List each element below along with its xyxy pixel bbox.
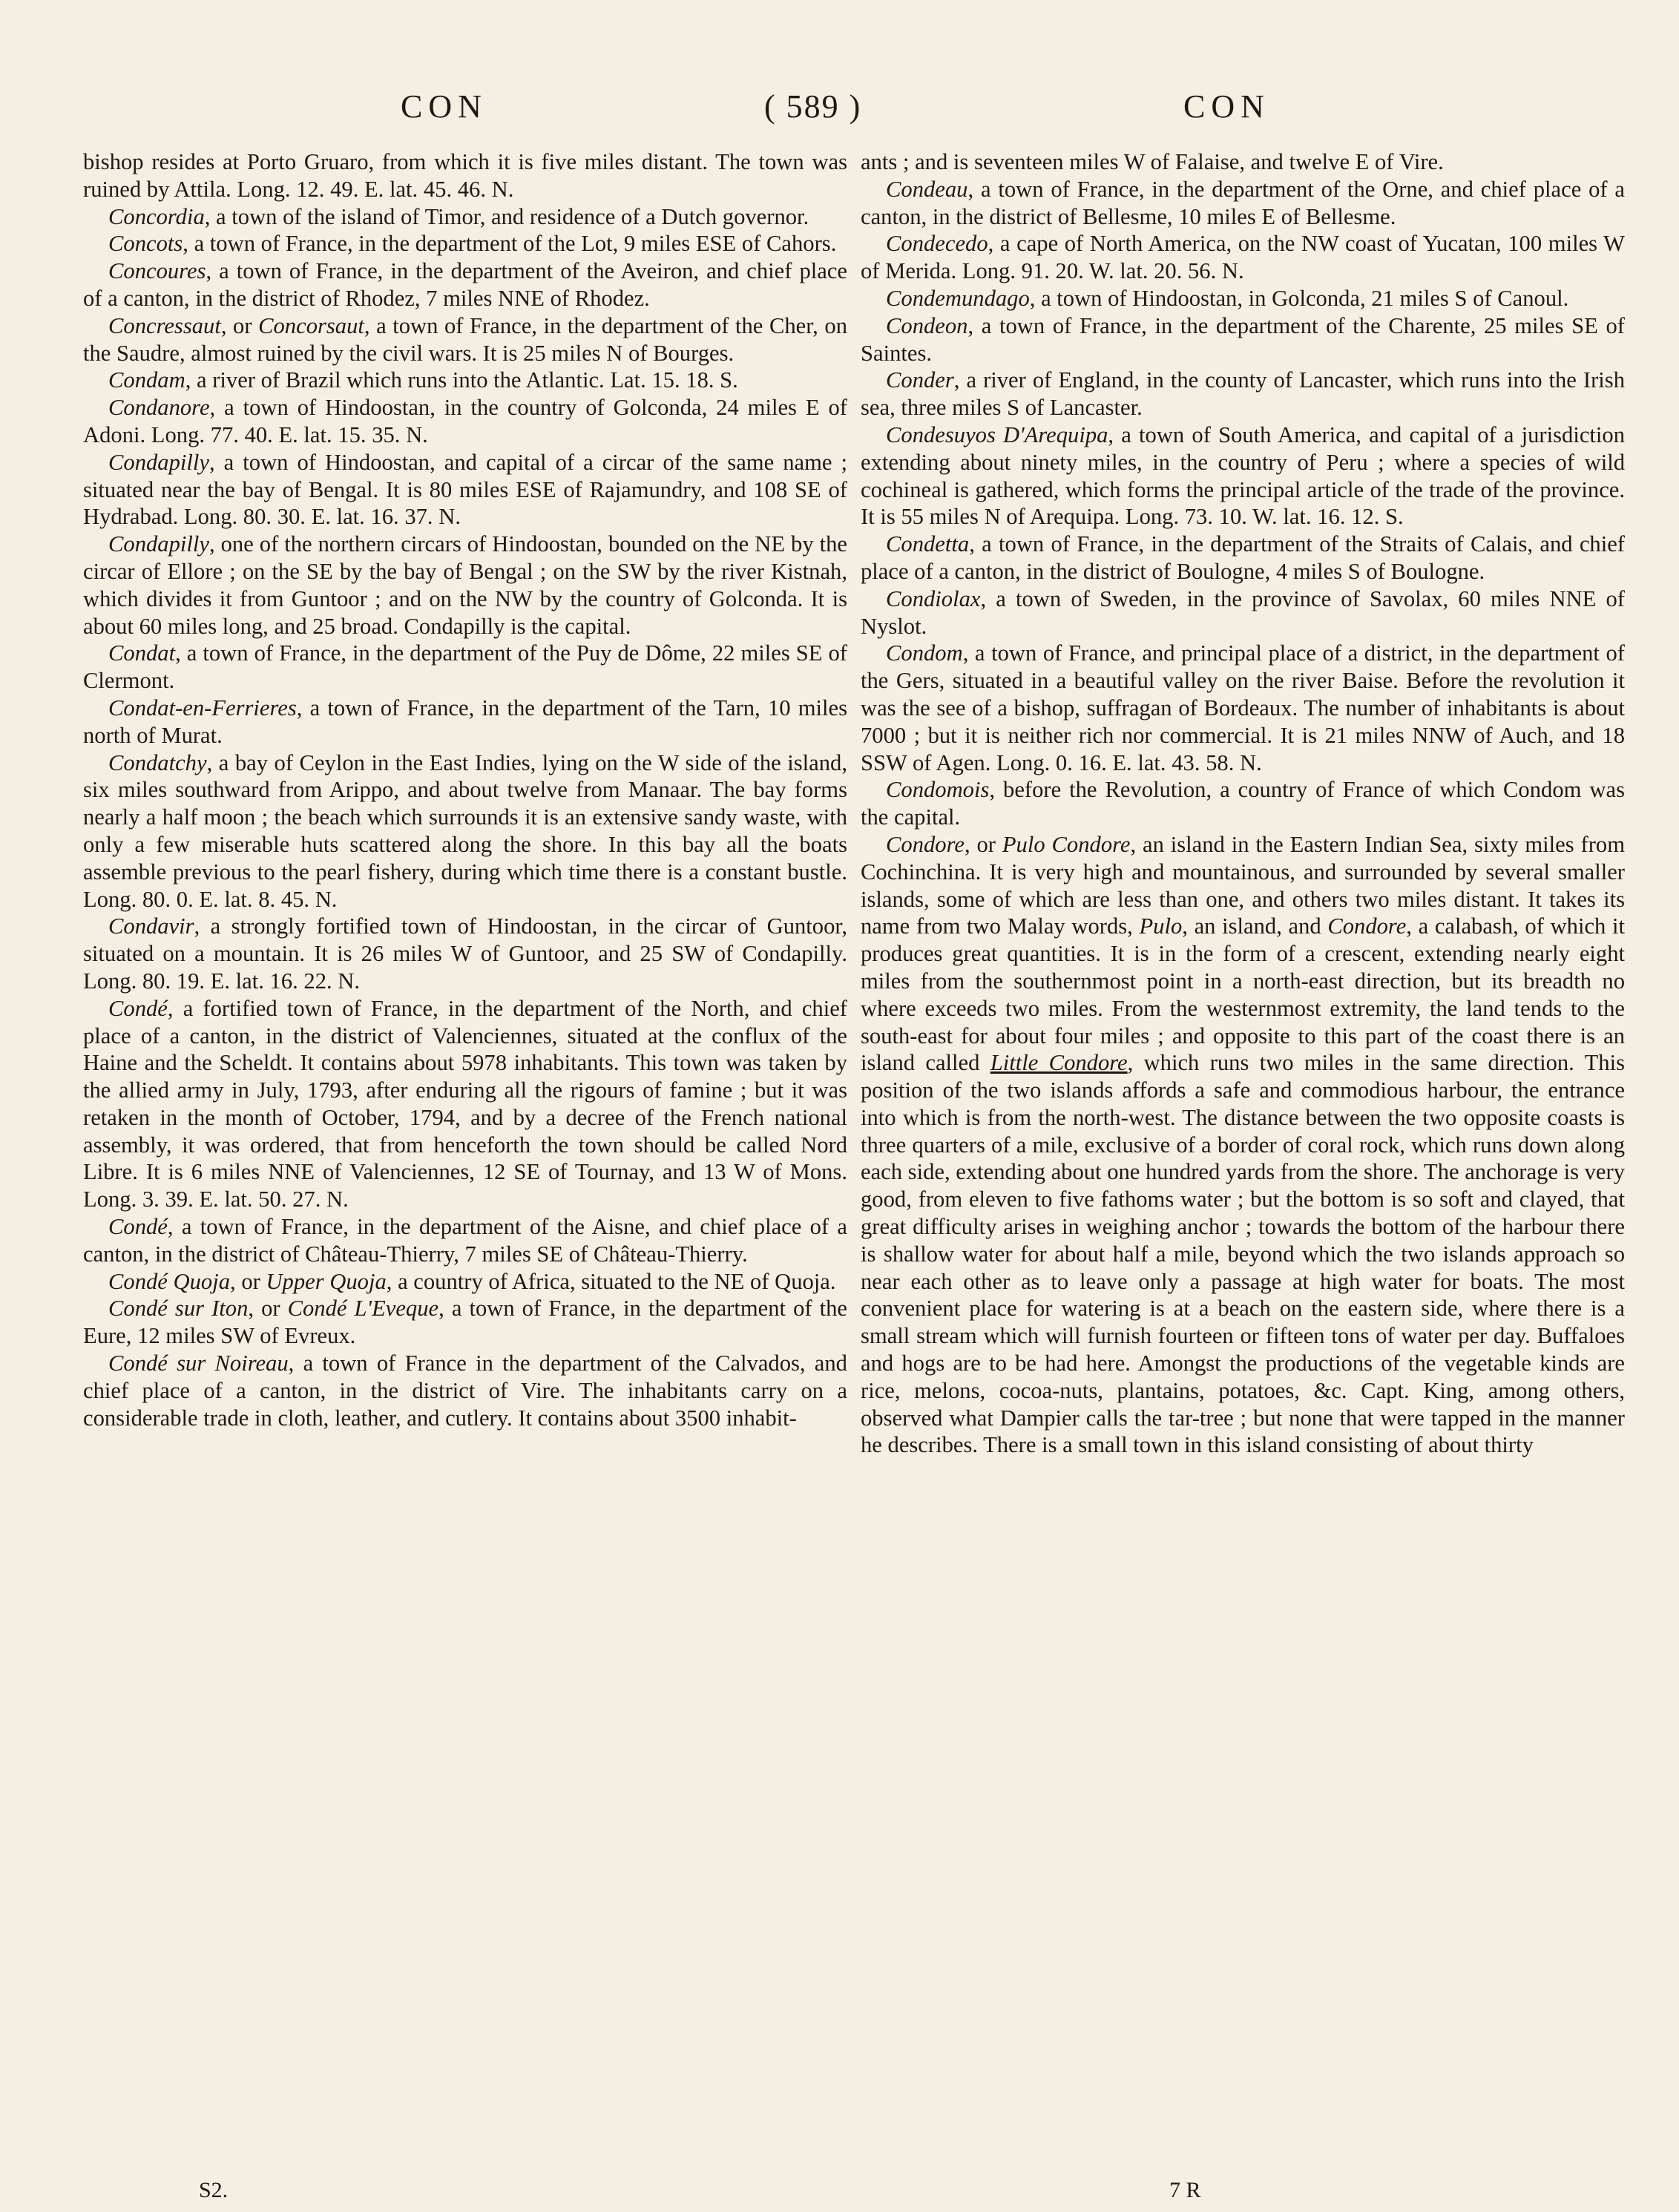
gazetteer-entry	[83, 913, 847, 994]
gazetteer-entry	[83, 749, 847, 913]
entry-headword: Condatchy	[108, 749, 207, 775]
entry-text: bishop resides at Porto Gruaro, from which it is five miles distant. The town was ruined by Attila. Long. 12. 49. E. lat. 45. 46. N.	[83, 149, 847, 202]
entry-text: , a town of France, in the department of the Puy de Dôme, 22 miles SE of Clermont.	[83, 640, 847, 694]
entry-headword: Condé L'Eveque	[287, 1296, 439, 1322]
entry-headword: Condat	[108, 640, 176, 666]
gazetteer-entry	[861, 831, 1625, 1459]
entry-headword: Condomois	[886, 777, 990, 803]
gazetteer-entry	[83, 695, 847, 749]
entry-headword: Condore	[1327, 913, 1407, 939]
entry-headword: Concots	[108, 231, 183, 257]
gazetteer-entry	[861, 640, 1625, 776]
entry-headword: Condiolax	[886, 585, 981, 611]
left-column	[83, 148, 847, 1431]
entry-text: , a town of France, in the department of the Tarn, 10 miles north of Murat.	[83, 695, 847, 748]
gazetteer-entry	[83, 1213, 847, 1268]
gazetteer-entry	[861, 312, 1625, 367]
entry-text: , a town of France, in the department of the Lot, 9 miles ESE of Cahors.	[183, 231, 837, 257]
entry-text: , a town of France, in the department of the Aisne, and chief place of a canton, in the district of Château-Thierry, 7 miles SE of Château-Thierry.	[83, 1214, 847, 1267]
entry-text: , a town of France, in the department of the Orne, and chief place of a canton, in the district of Bellesme, 10 miles E of Bellesme.	[861, 176, 1625, 229]
entry-text: , or	[964, 831, 1002, 857]
signature-mark-left: S2.	[199, 2178, 229, 2202]
gazetteer-entry	[83, 257, 847, 312]
entry-text: , a town of South America, and capital of a jurisdiction extending about ninety miles, in the country of Peru ; where a species of wild cochineal is gathered, which forms the principal article of the trade of the province. It is 55 miles N of Arequipa. Long. 73. 10. W. lat. 16. 12. S.	[861, 421, 1626, 530]
entry-text: , a town of France, in the department of the Aveiron, and chief place of a canton, in the district of Rhodez, 7 miles NNE of Rhodez.	[83, 258, 847, 311]
running-head	[0, 88, 1679, 132]
entry-headword: Pulo Condore	[1002, 831, 1131, 857]
gazetteer-entry	[83, 1268, 847, 1296]
entry-headword: Condé sur Noireau	[108, 1350, 289, 1376]
entry-text: , before the Revolution, a country of France of which Condom was the capital.	[861, 777, 1625, 830]
entry-text: , which runs two miles in the same direction. This position of the two islands affords a safe and commodious harbour, the entrance into which is from the north-west. The distance between the two opposite coasts is three quarters of a mile, exclusive of a border of coral rock, which runs down along each side, extending about one hundred yards from the shore. The anchorage is very good, from eleven to five fathoms water ; but the bottom is so soft and clayed, that great difficulty arises in weighing anchor ; towards the bottom of the harbour there is shallow water for about half a mile, beyond which the two islands approach so near each other as to leave only a passage at high water for boats. The most convenient place for watering is at a beach on the eastern side, where there is a small stream which will furnish fourteen or fifteen tons of water per day. Buffaloes and hogs are to be had here. Amongst the productions of the vegetable kinds are rice, melons, cocoa-nuts, plantains, potatoes, &c. Capt. King, among others, observed what Dampier calls the tar-tree ; but none that were tapped in the manner he describes. There is a small town in this island consisting of about thirty	[861, 1050, 1625, 1458]
header-left: CON	[401, 88, 487, 125]
entry-headword: Concoures	[108, 258, 206, 284]
entry-headword: Condesuyos D'Arequipa	[886, 421, 1108, 447]
gazetteer-entry	[83, 1295, 847, 1350]
entry-text: , a cape of North America, on the NW coast of Yucatan, 100 miles W of Merida. Long. 91. 20. W. lat. 20. 56. N.	[861, 231, 1625, 284]
gazetteer-entry	[861, 776, 1625, 831]
entry-headword: Condapilly	[108, 531, 209, 557]
entry-text: , a river of England, in the county of Lancaster, which runs into the Irish sea, three miles S of Lancaster.	[861, 367, 1625, 421]
entry-headword: Condore	[886, 831, 965, 857]
entry-text: , a town of France, in the department of the Charente, 25 miles SE of Saintes.	[861, 312, 1625, 366]
entry-text: , or	[230, 1268, 266, 1294]
entry-headword: Condom	[886, 640, 963, 666]
entry-headword: Little Condore	[990, 1050, 1128, 1076]
entry-text: , a town of Sweden, in the province of Savolax, 60 miles NNE of Nyslot.	[861, 585, 1625, 639]
signature-mark-right: 7 R	[1169, 2178, 1201, 2202]
gazetteer-entry	[83, 203, 847, 231]
header-right: CON	[1183, 88, 1270, 125]
gazetteer-entry	[83, 640, 847, 695]
entry-text: , an island, and	[1182, 913, 1328, 939]
entry-headword: Condavir	[108, 913, 194, 939]
page-number: ( 589 )	[764, 88, 862, 125]
entry-headword: Condanore	[108, 395, 210, 421]
gazetteer-entry	[83, 449, 847, 531]
entry-headword: Condeon	[886, 312, 968, 338]
entry-headword: Pulo	[1139, 913, 1183, 939]
entry-text: , a town of France, in the department of the Straits of Calais, and chief place of a canton, in the district of Boulogne, 4 miles S of Boulogne.	[861, 531, 1625, 584]
gazetteer-entry	[83, 995, 847, 1213]
entry-text: , a calabash, of which it produces great quantities. It is in the form of a crescent, extending nearly eight miles from the southernmost point in a north-east direction, but its breadth no where exceeds two miles. From the westernmost extremity, the land tends to the south-east for about four miles ; and opposite to this part of the coast there is an island called	[861, 913, 1625, 1076]
entry-text: , a town of France in the department of the Calvados, and chief place of a canton, in the district of Vire. The inhabitants carry on a considerable trade in cloth, leather, and cutlery. It contains about 3500 inhabit-	[83, 1350, 847, 1431]
entry-text: , one of the northern circars of Hindoostan, bounded on the NE by the circar of Ellore ; on the SE by the bay of Bengal ; on the SW by the river Kistnah, which divides it from Guntoor ; and on the NW by the country of Golconda. It is about 60 miles long, and 25 broad. Condapilly is the capital.	[83, 531, 847, 639]
entry-text: , a town of Hindoostan, in the country of Golconda, 24 miles E of Adoni. Long. 77. 40. E. lat. 15. 35. N.	[83, 395, 847, 447]
entry-text: , a town of France, in the department of the Eure, 12 miles SW of Evreux.	[83, 1296, 847, 1349]
entry-text: , a strongly fortified town of Hindoostan, in the circar of Guntoor, situated on a mountain. It is 26 miles W of Guntoor, and 25 SW of Condapilly. Long. 80. 19. E. lat. 16. 22. N.	[83, 913, 847, 994]
entry-text: ants ; and is seventeen miles W of Falaise, and twelve E of Vire.	[861, 149, 1444, 174]
gazetteer-entry	[861, 176, 1625, 231]
gazetteer-entry	[83, 312, 847, 367]
entry-text: , a town of France, in the department of the Cher, on the Saudre, almost ruined by the civil wars. It is 25 miles N of Bourges.	[83, 312, 847, 366]
gazetteer-entry	[861, 367, 1625, 421]
gazetteer-entry	[861, 421, 1625, 531]
entry-headword: Condecedo	[886, 231, 988, 257]
entry-headword: Condeau	[886, 176, 968, 202]
entry-headword: Condam	[108, 367, 185, 393]
gazetteer-entry	[83, 394, 847, 449]
entry-headword: Condé Quoja	[108, 1268, 231, 1294]
gazetteer-entry	[83, 531, 847, 640]
entry-headword: Condé	[108, 995, 168, 1021]
entry-text: , an island in the Eastern Indian Sea, sixty miles from Cochinchina. It is very high and mountainous, and surrounded by several smaller islands, some of which are less than one, and others two miles distant. It takes its name from two Malay words,	[861, 831, 1626, 939]
entry-headword: Condapilly	[108, 449, 209, 475]
entry-text: , a town of Hindoostan, in Golconda, 21 miles S of Canoul.	[1029, 285, 1569, 311]
gazetteer-entry	[83, 1350, 847, 1431]
entry-text: , a river of Brazil which runs into the Atlantic. Lat. 15. 18. S.	[185, 367, 738, 393]
gazetteer-entry	[861, 285, 1625, 312]
entry-text: , a bay of Ceylon in the East Indies, lying on the W side of the island, six miles southward from Arippo, and about twelve from Manaar. The bay forms nearly a half moon ; the beach which surrounds it is an extensive sandy waste, with only a few miserable huts scattered along the shore. In this bay all the boats assemble previous to the pearl fishery, during which time there is a constant bustle. Long. 80. 0. E. lat. 8. 45. N.	[83, 749, 847, 912]
entry-text: , or	[248, 1296, 288, 1322]
entry-headword: Condemundago	[886, 285, 1030, 311]
entry-text: , or	[220, 312, 259, 338]
entry-text: , a town of Hindoostan, and capital of a circar of the same name ; situated near the bay of Bengal. It is 80 miles ESE of Rajamundry, and 108 SE of Hydrabad. Long. 80. 30. E. lat. 16. 37. N.	[83, 449, 847, 530]
entry-headword: Concorsaut	[258, 312, 364, 338]
entry-text: , a country of Africa, situated to the NE of Quoja.	[386, 1268, 836, 1294]
gazetteer-entry	[861, 585, 1625, 640]
gazetteer-entry	[861, 230, 1625, 285]
entry-text: , a town of the island of Timor, and residence of a Dutch governor.	[204, 203, 809, 229]
entry-text: , a town of France, and principal place of a district, in the department of the Gers, situated in a beautiful valley on the river Baise. Before the revolution it was the see of a bishop, suffragan of Bordeaux. The number of inhabitants is about 7000 ; but it is neither rich nor commercial. It is 21 miles NNW of Auch, and 18 SSW of Agen. Long. 0. 16. E. lat. 43. 58. N.	[861, 640, 1625, 775]
entry-headword: Concordia	[108, 203, 205, 229]
entry-headword: Condetta	[886, 531, 970, 557]
entry-headword: Upper Quoja	[266, 1268, 387, 1294]
entry-continuation	[861, 148, 1625, 176]
entry-headword: Conder	[886, 367, 954, 393]
gazetteer-entry	[83, 230, 847, 257]
entry-text: , a fortified town of France, in the department of the North, and chief place of a canton, in the district of Valenciennes, situated at the conflux of the Haine and the Scheldt. It contains about 5978 inhabitants. This town was taken by the allied army in July, 1793, after enduring all the rigours of famine ; but it was retaken in the month of October, 1794, and by a decree of the French national assembly, it was ordered, that from henceforth the town should be called Nord Libre. It is 6 miles NNE of Valenciennes, 12 SE of Tournay, and 13 W of Mons. Long. 3. 39. E. lat. 50. 27. N.	[83, 995, 847, 1212]
gazetteer-entry	[861, 531, 1625, 585]
gazetteer-entry	[83, 367, 847, 394]
entry-headword: Condé	[108, 1214, 168, 1240]
entry-headword: Condé sur Iton	[108, 1296, 249, 1322]
entry-continuation	[83, 148, 847, 203]
entry-headword: Concressaut	[108, 312, 221, 338]
entry-headword: Condat-en-Ferrieres	[108, 695, 297, 721]
right-column	[861, 148, 1625, 1459]
